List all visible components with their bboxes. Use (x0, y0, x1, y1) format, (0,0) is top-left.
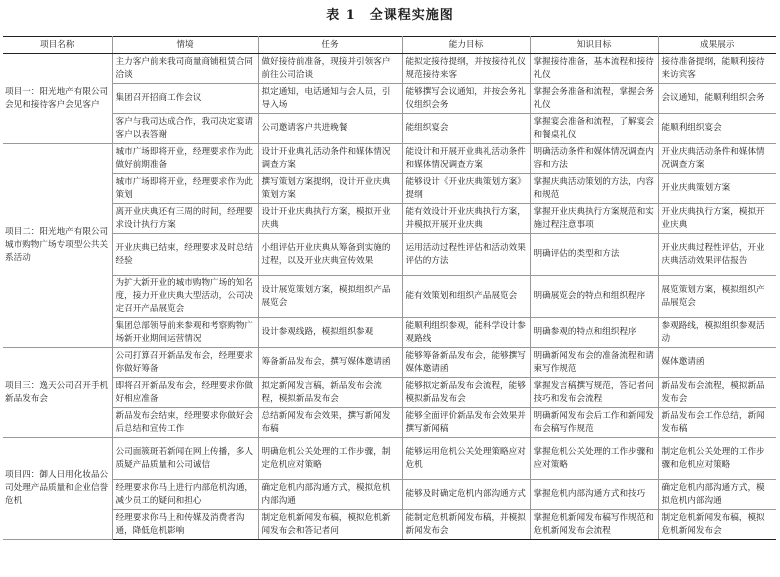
cell-knowledge: 明确新闻发布会的准备流程和请柬写作规范 (530, 348, 658, 378)
cell-knowledge: 掌握发言稿撰写规范，答记者问技巧和发布会流程 (530, 378, 658, 408)
header-project: 项目名称 (3, 37, 112, 54)
cell-task: 做好接待前准备，现接并引领客户前往公司洽谈 (258, 54, 402, 84)
cell-outcome: 制定危机新闻发布稿，模拟危机新闻发布会 (658, 510, 776, 540)
table-title: 表 1 全课程实施图 (326, 8, 454, 23)
cell-scenario: 公司打算召开新品发布会，经理要求你做好筹备 (112, 348, 258, 378)
cell-outcome: 新品发布会工作总结，新闻发布稿 (658, 408, 776, 438)
cell-outcome: 开业庆典活动条件和媒体情况调查方案 (658, 144, 776, 174)
cell-scenario: 主力客户前来我司商量商铺租赁合同洽谈 (112, 54, 258, 84)
cell-ability: 能设计和开展开业典礼活动条件和媒体情况调查方案 (402, 144, 530, 174)
cell-task: 设计开业庆典执行方案，模拟开业庆典 (258, 204, 402, 234)
cell-knowledge: 掌握危机内部沟通方式和技巧 (530, 480, 658, 510)
cell-task: 设计参观线路，模拟组织参观 (258, 318, 402, 348)
project-name: 项目四：御人日用化妆品公司处理产品质量和企业信誉危机 (3, 438, 112, 540)
cell-scenario: 集团总部领导前来参观和考察购物广场新开业期间运营情况 (112, 318, 258, 348)
cell-ability: 能够及时确定危机内部沟通方式 (402, 480, 530, 510)
table-row (3, 480, 776, 510)
cell-scenario: 新品发布会结束，经理要求你做好会后总结和宣传工作 (112, 408, 258, 438)
table-row (3, 438, 776, 480)
cell-task: 设计展览策划方案，模拟组织产品展览会 (258, 276, 402, 318)
cell-outcome: 参观路线，模拟组织参观活动 (658, 318, 776, 348)
table-row (3, 174, 776, 204)
cell-knowledge: 明确活动条件和媒体情况调查内容和方法 (530, 144, 658, 174)
cell-knowledge: 明确参观的特点和组织程序 (530, 318, 658, 348)
cell-knowledge: 掌握危机公关处理的工作步骤和应对策略 (530, 438, 658, 480)
table-row (3, 510, 776, 540)
header-scenario: 情境 (112, 37, 258, 54)
table-row (3, 54, 776, 84)
cell-ability: 能制定危机新闻发布稿，并模拟新闻发布会 (402, 510, 530, 540)
cell-ability: 能够拟定新品发布会流程，能够模拟新品发布会 (402, 378, 530, 408)
project-name: 项目三：逸天公司召开手机新品发布会 (3, 348, 112, 438)
cell-scenario: 集团召开招商工作会议 (112, 84, 258, 114)
cell-task: 公司邀请客户共进晚餐 (258, 114, 402, 144)
cell-scenario: 公司面簇斑若新闻在网上传播，多人质疑产品质量和公司诚信 (112, 438, 258, 480)
cell-ability: 能够设计《开业庆典策划方案》提纲 (402, 174, 530, 204)
cell-ability: 能顺利组织参观，能科学设计参观路线 (402, 318, 530, 348)
table-row (3, 144, 776, 174)
cell-scenario: 城市广场即将开业，经理要求作为此策划 (112, 174, 258, 204)
cell-ability: 能有效策划和组织产品展览会 (402, 276, 530, 318)
cell-knowledge: 明确评估的类型和方法 (530, 234, 658, 276)
cell-scenario: 经理要求你马上和传媒及消费者沟通，降低危机影响 (112, 510, 258, 540)
course-implementation-table (3, 36, 776, 540)
cell-outcome: 媒体邀请函 (658, 348, 776, 378)
cell-outcome: 新品发布会流程，模拟新品发布会 (658, 378, 776, 408)
table-row (3, 84, 776, 114)
cell-task: 筹备新品发布会，撰写媒体邀请函 (258, 348, 402, 378)
cell-scenario: 离开业庆典还有三周的时间，经理要求设计执行方案 (112, 204, 258, 234)
header-knowledge-goal: 知识目标 (530, 37, 658, 54)
cell-scenario: 为扩大新开业的城市购物广场的知名度，接力开业庆典大型活动，公司决定召开产品展览会 (112, 276, 258, 318)
cell-outcome: 确定危机内部沟通方式，模拟危机内部沟通 (658, 480, 776, 510)
cell-knowledge: 掌握危机新闻发布稿写作规范和危机新闻发布会流程 (530, 510, 658, 540)
cell-knowledge: 掌握开业庆典执行方案规范和实施过程注意事项 (530, 204, 658, 234)
cell-outcome: 会议通知，能顺利组织会务 (658, 84, 776, 114)
cell-knowledge: 明确新闻发布会后工作和新闻发布会稿写作规范 (530, 408, 658, 438)
cell-scenario: 即将召开新品发布会，经理要求你做好相应准备 (112, 378, 258, 408)
table-row (3, 348, 776, 378)
cell-ability: 能够运用危机公关处理策略应对危机 (402, 438, 530, 480)
cell-ability: 能够全面评价新品发布会效果并撰写新闻稿 (402, 408, 530, 438)
cell-ability: 能组织宴会 (402, 114, 530, 144)
header-task: 任务 (258, 37, 402, 54)
table-row (3, 378, 776, 408)
cell-task: 明确危机公关处理的工作步骤，制定危机应对策略 (258, 438, 402, 480)
cell-knowledge: 掌握接待准备，基本流程和接待礼仪 (530, 54, 658, 84)
cell-knowledge: 明确展览会的特点和组织程序 (530, 276, 658, 318)
cell-outcome: 开业庆典过程性评估，开业庆典活动效果评估报告 (658, 234, 776, 276)
cell-task: 小组评估开业庆典从筹备到实施的过程，以及开业庆典宣传效果 (258, 234, 402, 276)
table-row (3, 204, 776, 234)
table-body (3, 54, 776, 540)
cell-outcome: 开业庆典执行方案，模拟开业庆典 (658, 204, 776, 234)
cell-ability: 能够筹备新品发布会，能够撰写媒体邀请函 (402, 348, 530, 378)
table-row (3, 318, 776, 348)
header-ability-goal: 能力目标 (402, 37, 530, 54)
cell-task: 制定危机新闻发布稿，模拟危机新闻发布会和答记者问 (258, 510, 402, 540)
cell-task: 总结新闻发布会效果，撰写新闻发布稿 (258, 408, 402, 438)
cell-ability: 运用活动过程性评估和活动效果评估的方法 (402, 234, 530, 276)
cell-outcome: 开业庆典策划方案 (658, 174, 776, 204)
table-row (3, 114, 776, 144)
cell-scenario: 城市广场即将开业，经理要求作为此做好前期准备 (112, 144, 258, 174)
cell-scenario: 经理要求你马上进行内部危机沟通，减少员工的疑问和担心 (112, 480, 258, 510)
cell-scenario: 开业庆典已结束，经理要求及时总结经验 (112, 234, 258, 276)
cell-task: 设计开业典礼活动条件和媒体情况调查方案 (258, 144, 402, 174)
cell-task: 撰写策划方案提纲，设计开业庆典策划方案 (258, 174, 402, 204)
cell-knowledge: 掌握宴会准备和流程，了解宴会和餐桌礼仪 (530, 114, 658, 144)
cell-scenario: 客户与我司达成合作，我司决定宴请客户以表答谢 (112, 114, 258, 144)
cell-outcome: 展览策划方案，模拟组织产品展览会 (658, 276, 776, 318)
header-outcome: 成果展示 (658, 37, 776, 54)
table-row (3, 408, 776, 438)
cell-outcome: 制定危机公关处理的工作步骤和危机应对策略 (658, 438, 776, 480)
cell-outcome: 接待准备提纲，能顺利接待来访宾客 (658, 54, 776, 84)
cell-ability: 能有效设计开业庆典执行方案，并模拟开展开业庆典 (402, 204, 530, 234)
header-row (3, 37, 776, 54)
table-row (3, 276, 776, 318)
project-name: 项目一：阳光地产有限公司会见和接待客户会见客户 (3, 54, 112, 144)
cell-ability: 能拟定接待提纲，并按接待礼仪规范接待来客 (402, 54, 530, 84)
cell-ability: 能够撰写会议通知，并按会务礼仪组织会务 (402, 84, 530, 114)
cell-knowledge: 掌握庆典活动策划的方法，内容和规范 (530, 174, 658, 204)
cell-knowledge: 掌握会务准备和流程，掌握会务礼仪 (530, 84, 658, 114)
cell-task: 拟定新闻发言稿，新品发布会流程，模拟新品发布会 (258, 378, 402, 408)
table-row (3, 234, 776, 276)
cell-outcome: 能顺利组织宴会 (658, 114, 776, 144)
cell-task: 拟定通知，电话通知与会人员，引导入场 (258, 84, 402, 114)
project-name: 项目二：阳光地产有限公司城市购物广场专项型公共关系活动 (3, 144, 112, 348)
cell-task: 确定危机内部沟通方式，模拟危机内部沟通 (258, 480, 402, 510)
